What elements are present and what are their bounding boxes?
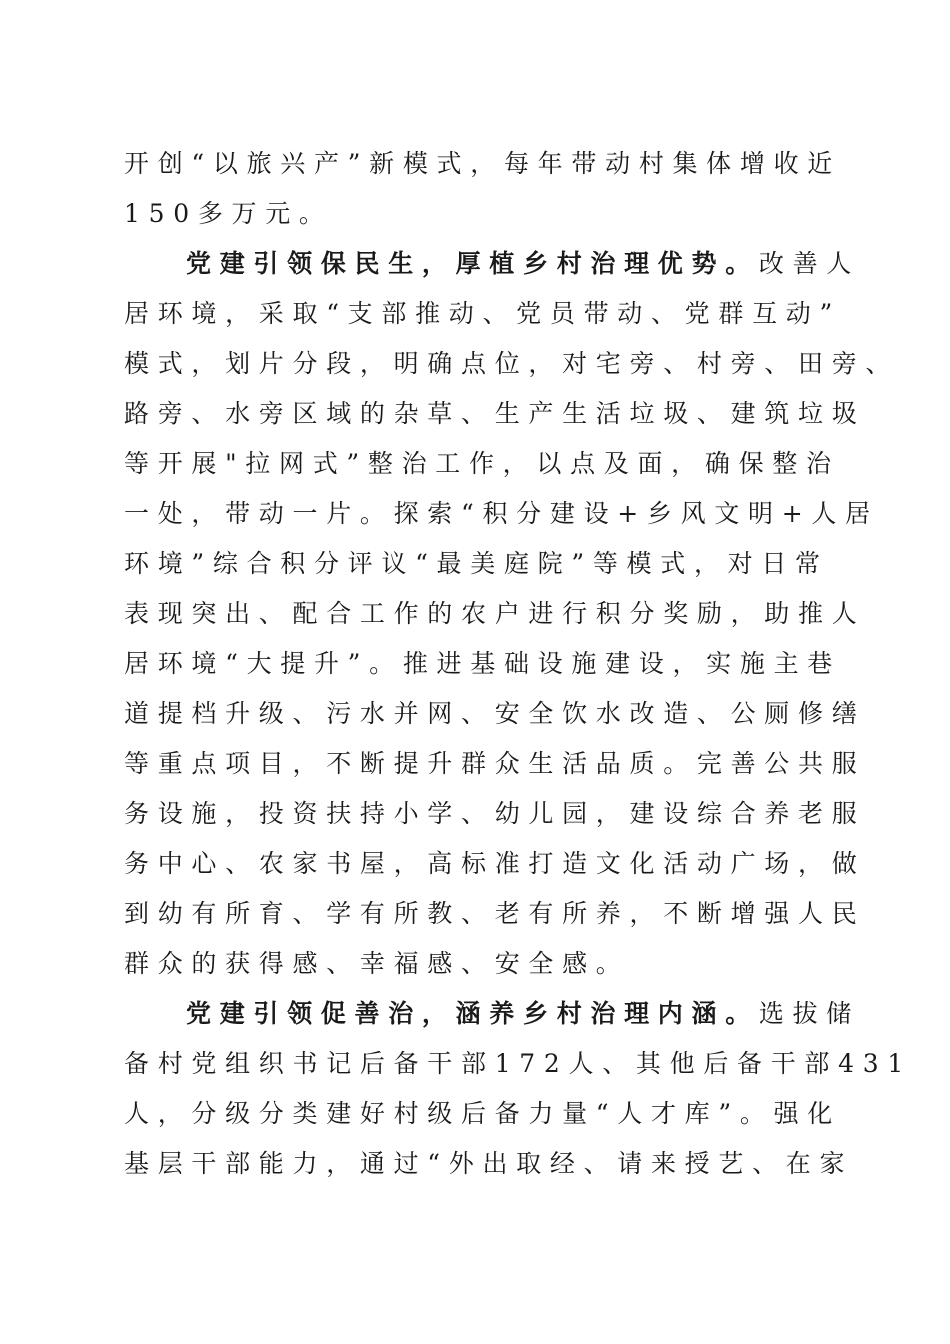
body-line: 务设施，投资扶持小学、幼儿园，建设综合养老服 [124,799,866,828]
body-line: 道提档升级、污水并网、安全饮水改造、公厕修缮 [124,699,866,728]
paragraph-heading: 党建引领保民生，厚植乡村治理优势。 [186,249,759,278]
body-line: 一处，带动一片。探索“积分建设+乡风文明+人居 [124,499,879,528]
body-line: 模式，划片分段，明确点位，对宅旁、村旁、田旁、 [124,349,900,378]
body-line: 开创“以旅兴产”新模式，每年带动村集体增收近 [124,149,841,178]
body-line: 务中心、农家书屋，高标准打造文化活动广场，做 [124,849,866,878]
body-line: 基层干部能力，通过“外出取经、请来授艺、在家 [124,1149,854,1178]
body-line: 表现突出、配合工作的农户进行积分奖励，助推人 [124,599,866,628]
body-line: 150多万元。 [124,199,333,228]
body-line: 人，分级分类建好村级后备力量“人才库”。强化 [124,1099,841,1128]
paragraph-heading: 党建引领促善治，涵养乡村治理内涵。 [186,999,759,1028]
body-line: 居环境，采取“支部推动、党员带动、党群互动” [124,299,841,328]
paragraph-line-with-heading: 党建引领促善治，涵养乡村治理内涵。选拔储 [186,999,861,1028]
body-line: 等开展"拉网式”整治工作，以点及面，确保整治 [124,449,840,478]
paragraph-line-with-heading: 党建引领保民生，厚植乡村治理优势。改善人 [186,249,861,278]
body-line: 居环境“大提升”。推进基础设施建设，实施主巷 [124,649,841,678]
body-line: 路旁、水旁区域的杂草、生产生活垃圾、建筑垃圾 [124,399,866,428]
body-line: 等重点项目，不断提升群众生活品质。完善公共服 [124,749,866,778]
body-line: 环境”综合积分评议“最美庭院”等模式，对日常 [124,549,829,578]
body-line: 备村党组织书记后备干部172人、其他后备干部431 [124,1049,912,1078]
body-line: 到幼有所育、学有所教、老有所养，不断增强人民 [124,899,866,928]
body-line: 群众的获得感、幸福感、安全感。 [124,949,630,978]
